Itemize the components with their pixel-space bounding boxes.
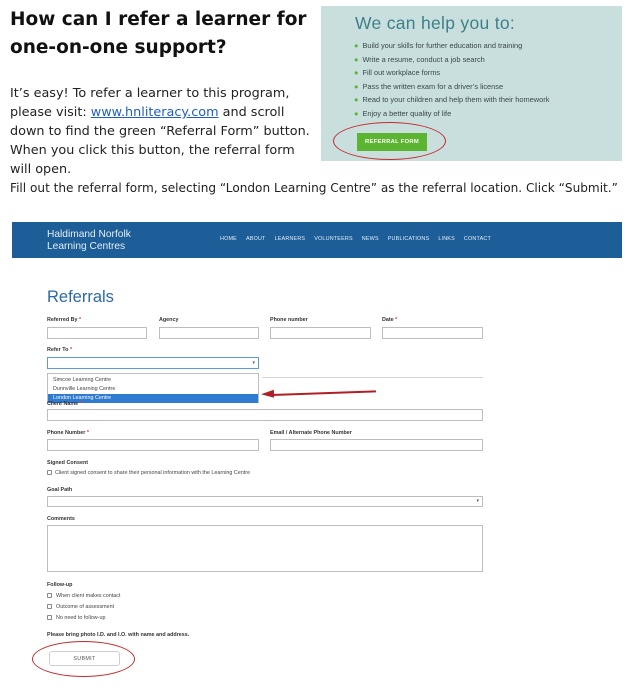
- client-name-input[interactable]: [47, 409, 483, 421]
- comments-textarea[interactable]: [47, 525, 483, 572]
- refer-to-options: [47, 373, 259, 403]
- phone-number-label: Phone number: [270, 317, 308, 323]
- referred-by-input[interactable]: [47, 327, 147, 339]
- date-input[interactable]: [382, 327, 483, 339]
- help-box-title: We can help you to:: [355, 13, 516, 33]
- bullet-icon: ●: [354, 54, 359, 64]
- menu-item-publications[interactable]: PUBLICATIONS: [387, 236, 430, 242]
- help-list-item: ● Pass the written exam for a driver’s license: [354, 81, 504, 91]
- menu-item-volunteers[interactable]: VOLUNTEERS: [314, 236, 353, 242]
- highlight-ellipse: [32, 641, 135, 677]
- follow-up-checkbox[interactable]: [47, 615, 52, 620]
- instruction-text: Fill out the referral form, selecting “London Learning Centre” as the referral location. Click “Submit.”: [10, 181, 618, 195]
- annotation-arrow-shaft: [272, 390, 376, 396]
- menu-item-about[interactable]: ABOUT: [245, 236, 266, 242]
- option-london[interactable]: London Learning Centre: [48, 394, 258, 403]
- consent-text: Client signed consent to share their personal information with the Learning Centre: [55, 470, 251, 476]
- signed-consent-label: Signed Consent: [47, 460, 89, 466]
- menu-item-home[interactable]: HOME: [220, 236, 237, 242]
- help-list-item: ● Enjoy a better quality of life: [354, 108, 452, 118]
- follow-up-option: When client makes contact: [56, 593, 121, 599]
- id-note: Please bring photo I.D. and I.O. with name and address.: [47, 632, 190, 638]
- goal-path-select[interactable]: [47, 496, 483, 507]
- site-brand[interactable]: Haldimand Norfolk Learning Centres: [47, 229, 131, 252]
- refer-to-select[interactable]: [47, 357, 259, 369]
- client-name-label: Client Name *: [47, 401, 82, 407]
- help-list: [354, 39, 549, 120]
- intro-text-start: It’s easy! To refer a learner to this program, please visit:: [10, 86, 290, 120]
- menu-item-learners[interactable]: LEARNERS: [274, 236, 306, 242]
- bullet-icon: ●: [354, 108, 359, 118]
- chevron-down-icon: ▾: [476, 498, 479, 504]
- menu-item-news[interactable]: NEWS: [361, 236, 379, 242]
- site-header: [12, 222, 622, 258]
- arrow-left-icon: [261, 390, 274, 398]
- agency-label: Agency: [159, 317, 179, 323]
- heading-line-1: How can I refer a learner for: [10, 9, 307, 30]
- referral-form-button[interactable]: REFERRAL FORM: [357, 133, 427, 151]
- intro-paragraph: [10, 84, 315, 179]
- email-label: Email / Alternate Phone Number: [270, 430, 352, 436]
- goal-path-label: Goal Path: [47, 487, 73, 493]
- phone-number-input[interactable]: [270, 327, 371, 339]
- option-dunnville[interactable]: Dunnville Learning Centre: [53, 386, 116, 392]
- option-simcoe[interactable]: Simcoe Learning Centre: [53, 377, 112, 383]
- chevron-down-icon: ▾: [252, 360, 255, 366]
- submit-button[interactable]: SUBMIT: [49, 651, 120, 666]
- help-list-item: ● Read to your children and help them with their homework: [354, 95, 550, 104]
- referred-by-label: Referred By *: [47, 317, 82, 323]
- follow-up-label: Follow-up: [47, 582, 73, 588]
- follow-up-option: Outcome of assessment: [56, 604, 115, 610]
- form-title: Referrals: [47, 288, 114, 306]
- intro-text-end: and scroll down to find the green “Referral Form” button. When you click this button, the referral form will open.: [10, 105, 310, 177]
- bullet-icon: ●: [354, 95, 359, 104]
- client-phone-input[interactable]: [47, 439, 259, 451]
- help-list-item: ● Build your skills for further education and training: [354, 41, 523, 50]
- agency-input[interactable]: [159, 327, 259, 339]
- highlight-ellipse: [333, 122, 446, 160]
- website-link[interactable]: www.hnliteracy.com: [90, 105, 219, 120]
- date-label: Date *: [382, 317, 398, 323]
- page-heading: [10, 6, 310, 62]
- bullet-icon: ●: [354, 68, 359, 77]
- client-phone-label: Phone Number *: [47, 430, 89, 436]
- help-list-item: ● Fill out workplace forms: [354, 68, 441, 77]
- consent-checkbox[interactable]: [47, 470, 52, 475]
- section-divider: [262, 377, 483, 378]
- refer-to-label: Refer To *: [47, 347, 73, 353]
- heading-line-2: one-on-one support?: [10, 37, 227, 58]
- bullet-icon: ●: [354, 81, 359, 91]
- follow-up-option: No need to follow-up: [56, 615, 106, 621]
- help-list-item: ● Write a resume, conduct a job search: [354, 54, 485, 64]
- follow-up-checkbox[interactable]: [47, 593, 52, 598]
- email-input[interactable]: [270, 439, 483, 451]
- menu-item-links[interactable]: LINKS: [438, 236, 455, 242]
- bullet-icon: ●: [354, 41, 359, 50]
- menu-item-contact[interactable]: CONTACT: [463, 236, 491, 242]
- site-menu: [220, 236, 491, 242]
- follow-up-checkbox[interactable]: [47, 604, 52, 609]
- comments-label: Comments: [47, 516, 75, 522]
